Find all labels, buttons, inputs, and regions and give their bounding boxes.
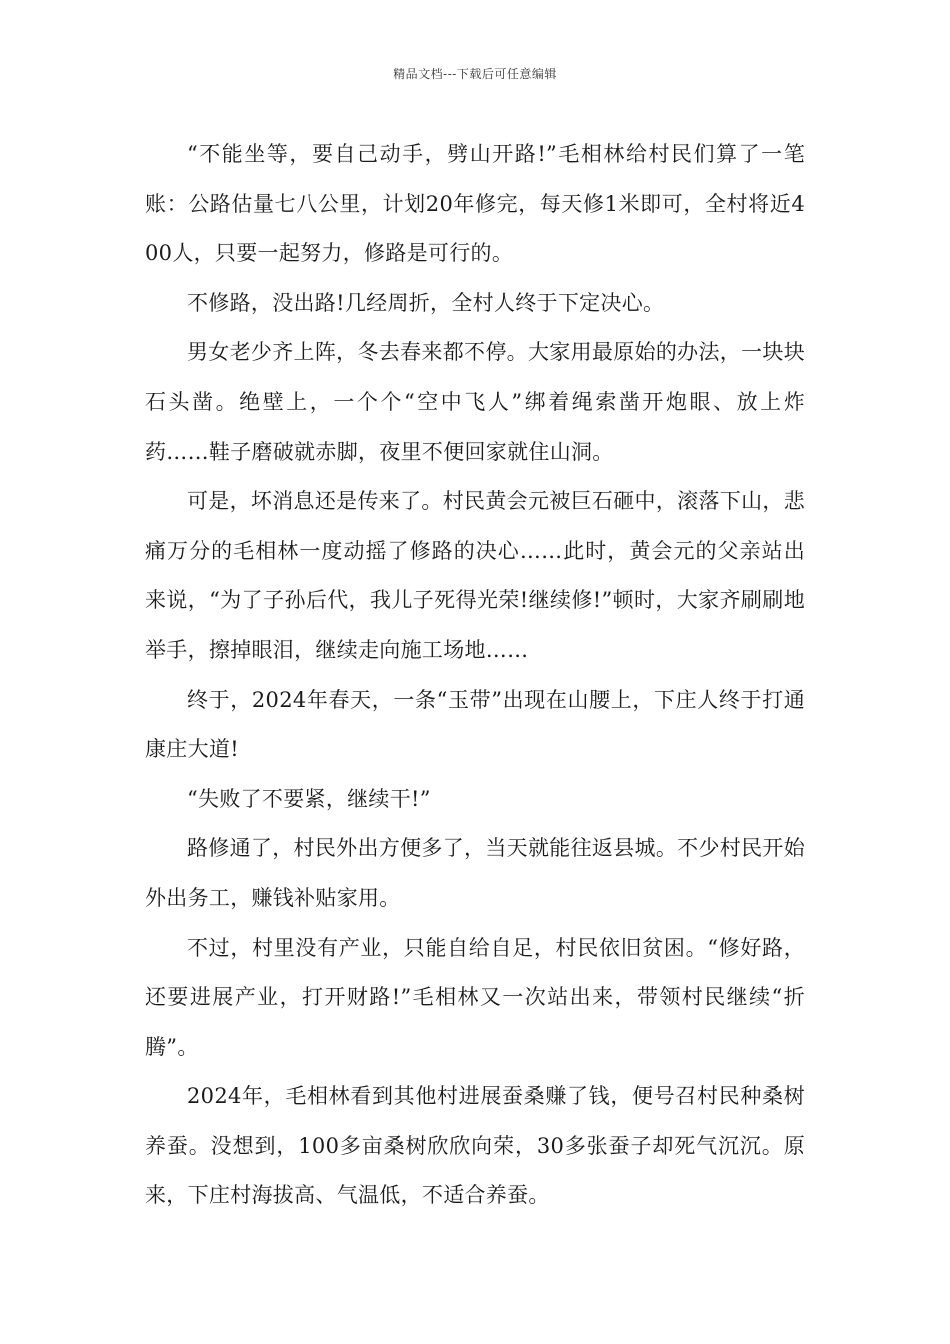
paragraph: 2024年，毛相林看到其他村进展蚕桑赚了钱，便号召村民种桑树养蚕。没想到，100多亩桑树欣欣向荣，30多张蚕子却死气沉沉。原来，下庄村海拔高、气温低，不适合养蚕。 [145, 1084, 805, 1208]
paragraph: “失败了不要紧，继续干!” [187, 786, 431, 811]
paragraph: 不修路，没出路!几经周折，全村人终于下定决心。 [187, 290, 665, 315]
paragraph: 可是，坏消息还是传来了。村民黄会元被巨石砸中，滚落下山，悲痛万分的毛相林一度动摇了修路的决心……此时，黄会元的父亲站出来说，“为了子孙后代，我儿子死得光荣!继续修!”顿时，大家齐刷刷地举手，擦掉眼泪，继续走向施工场地…… [145, 489, 805, 662]
page-header: 精品文档---下载后可任意编辑 [393, 67, 557, 81]
paragraph: 不过，村里没有产业，只能自给自足，村民依旧贫困。“修好路，还要进展产业，打开财路!”毛相林又一次站出来，带领村民继续“折腾”。 [145, 935, 805, 1059]
document-body [145, 130, 805, 1221]
paragraph: 路修通了，村民外出方便多了，当天就能往返县城。不少村民开始外出务工，赚钱补贴家用。 [145, 836, 805, 910]
paragraph: “不能坐等，要自己动手，劈山开路!”毛相林给村民们算了一笔账：公路估量七八公里，计划20年修完，每天修1米即可，全村将近400人，只要一起努力，修路是可行的。 [145, 142, 805, 266]
paragraph: 男女老少齐上阵，冬去春来都不停。大家用最原始的办法，一块块石头凿。绝壁上，一个个“空中飞人”绑着绳索凿开炮眼、放上炸药……鞋子磨破就赤脚，夜里不便回家就住山洞。 [145, 340, 805, 464]
paragraph: 终于，2024年春天，一条“玉带”出现在山腰上，下庄人终于打通康庄大道! [145, 687, 805, 762]
